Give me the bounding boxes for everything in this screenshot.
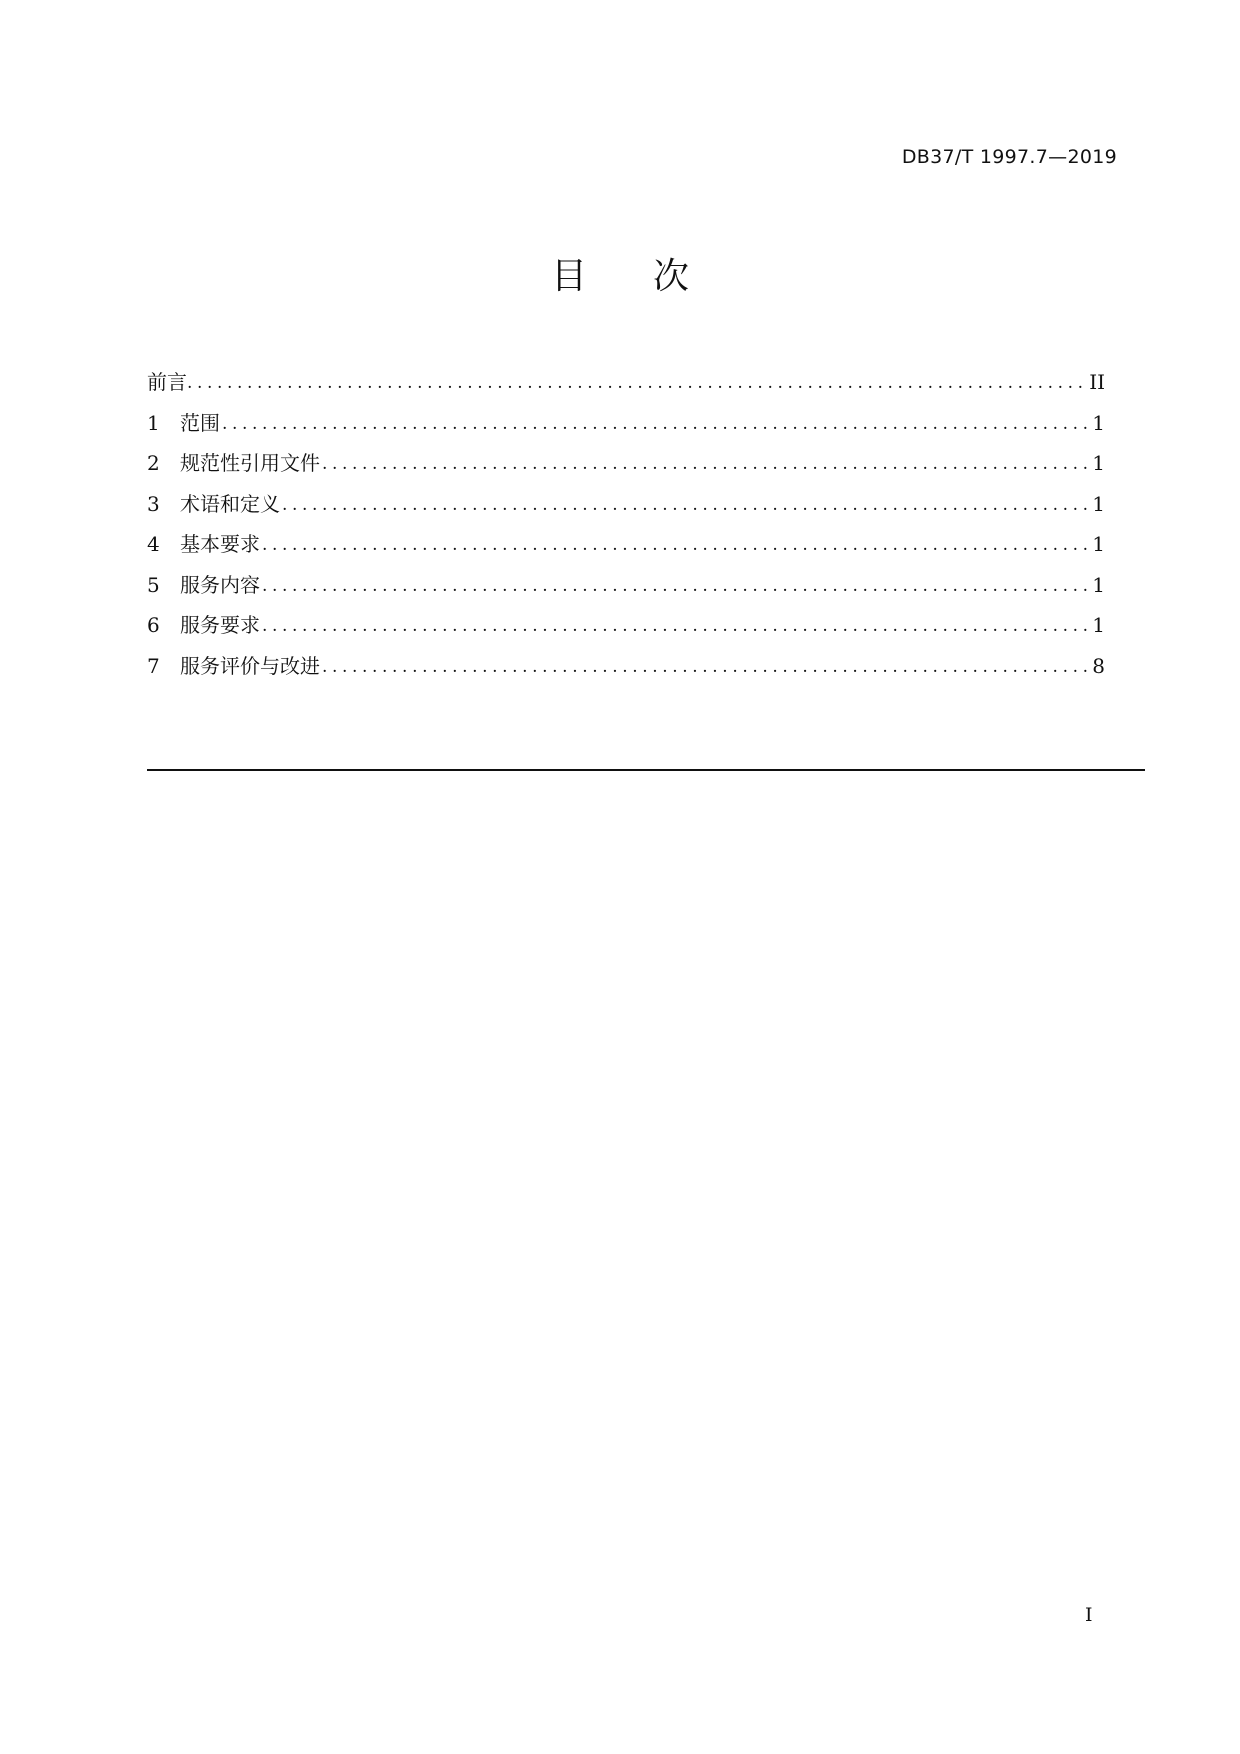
page-number: I	[1085, 1604, 1093, 1626]
toc-entry-title: 范围	[180, 410, 220, 435]
toc-entry-foreword[interactable]	[147, 362, 1107, 403]
toc-dot-leader	[222, 402, 1090, 445]
toc-entry-title: 服务要求	[180, 613, 260, 637]
toc-entry-page: II	[1089, 370, 1105, 394]
toc-title-char-1: 目	[550, 256, 587, 297]
toc-entry-page: 1	[1092, 572, 1105, 597]
toc-dot-leader	[322, 645, 1090, 688]
standard-code: DB37/T 1997.7—2019	[901, 146, 1117, 168]
toc-entry-number: 5	[147, 572, 160, 597]
toc-dot-leader	[322, 442, 1090, 485]
toc-entry-number: 4	[147, 532, 160, 556]
toc-entry-number: 6	[147, 613, 160, 637]
toc-entry-page: 1	[1092, 410, 1105, 435]
toc-entry-number: 7	[147, 653, 160, 678]
toc-entry-service-content[interactable]	[147, 565, 1107, 606]
toc-entry-title: 术语和定义	[180, 491, 280, 516]
toc-entry-basic-requirements[interactable]	[147, 524, 1107, 565]
toc-entry-page: 1	[1092, 491, 1105, 516]
toc-dot-leader	[262, 523, 1090, 566]
toc-entry-page: 1	[1092, 613, 1105, 637]
toc-entry-page: 8	[1092, 653, 1105, 678]
toc-entry-title: 前言	[147, 370, 187, 394]
toc-entry-number: 2	[147, 451, 160, 475]
toc-entry-terms-definitions[interactable]	[147, 484, 1107, 525]
section-divider	[147, 769, 1145, 771]
toc-entry-title: 服务评价与改进	[180, 653, 320, 678]
toc-entry-number: 3	[147, 491, 160, 516]
toc-entry-service-evaluation[interactable]	[147, 646, 1107, 687]
toc-dot-leader	[262, 564, 1090, 607]
toc-entry-title: 规范性引用文件	[180, 451, 320, 475]
toc-dot-leader	[262, 604, 1090, 647]
toc-entry-page: 1	[1092, 532, 1105, 556]
toc-entry-scope[interactable]	[147, 403, 1107, 444]
toc-list	[147, 362, 1107, 686]
toc-title	[0, 248, 1240, 299]
toc-entry-number: 1	[147, 410, 160, 435]
toc-entry-title: 服务内容	[180, 572, 260, 597]
toc-dot-leader	[282, 483, 1090, 526]
toc-entry-service-requirements[interactable]	[147, 605, 1107, 646]
toc-entry-title: 基本要求	[180, 532, 260, 556]
toc-title-char-2: 次	[653, 256, 690, 297]
toc-entry-normative-references[interactable]	[147, 443, 1107, 484]
toc-dot-leader	[187, 361, 1087, 404]
toc-entry-page: 1	[1092, 451, 1105, 475]
